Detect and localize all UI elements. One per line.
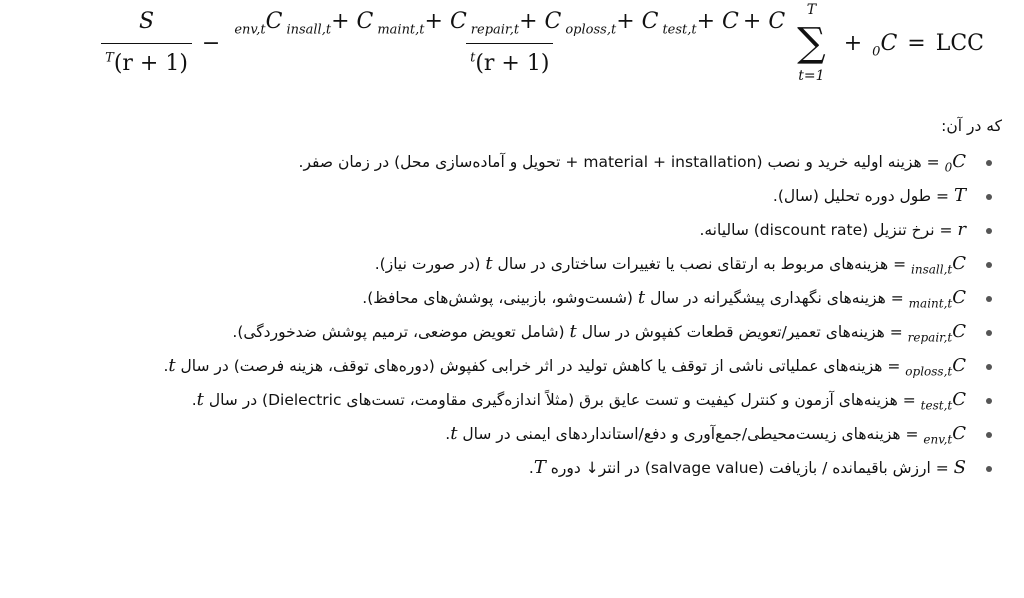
math-variable: t — [450, 423, 458, 444]
subscript: test,t — [920, 398, 953, 413]
symbol: S — [953, 457, 966, 478]
math-symbol — [954, 185, 966, 206]
math-variable: t — [168, 355, 176, 376]
numerator-term — [662, 8, 739, 38]
definition-text: = هزینه‌های نگهداری پیشگیرانه در سال — [645, 289, 909, 307]
symbol: C — [952, 321, 966, 342]
list-item — [17, 315, 966, 349]
salvage-fraction — [101, 8, 192, 78]
symbol: C — [952, 253, 966, 274]
exponent: T — [105, 50, 114, 66]
subscript: 0 — [872, 43, 881, 59]
definition-text: (شامل تعویض موضعی، ترمیم پوشش ضدخوردگی). — [232, 323, 570, 341]
math-symbol — [905, 355, 966, 379]
denominator-text: (r + 1) — [113, 50, 188, 76]
definition-text: . — [191, 391, 197, 409]
numerator-term — [470, 8, 562, 38]
symbol: C — [880, 30, 898, 56]
subscript: maint,t — [908, 296, 953, 311]
definition-text: (در صورت نیاز). — [374, 255, 486, 273]
definition-text: = هزینه‌های تعمیر/تعویض قطعات کفپوش در سال — [576, 323, 908, 341]
symbol: C — [265, 8, 283, 34]
numerator-term — [377, 8, 467, 38]
definition-text: = هزینه‌های عملیاتی ناشی از توقف یا کاهش تولید در اثر خرابی کفپوش (دوره‌های توقف، هزینه فرصت) در سال — [175, 357, 906, 375]
definition-text: . — [163, 357, 169, 375]
sigma-symbol: ∑ — [797, 20, 826, 66]
math-symbol — [923, 423, 966, 447]
symbol: C — [952, 423, 966, 444]
symbol: C — [952, 151, 966, 172]
definition-text: = نرخ تنزیل (discount rate) سالیانه. — [699, 221, 958, 239]
equals-sign: = — [907, 30, 926, 56]
list-item — [17, 281, 966, 315]
subscript: repair,t — [907, 330, 953, 345]
subscript: test,t — [662, 22, 697, 38]
symbol: + C — [696, 8, 739, 34]
symbol: T — [953, 185, 966, 206]
math-symbol — [907, 321, 966, 345]
math-variable: T — [533, 457, 546, 478]
math-variable: t — [196, 389, 204, 410]
subscript: 0 — [944, 160, 953, 175]
math-symbol — [911, 253, 966, 277]
numerator-term — [234, 8, 283, 38]
list-item — [17, 213, 966, 247]
subscript: oploss,t — [565, 22, 617, 38]
plus-sign: + — [843, 30, 863, 56]
math-symbol — [920, 389, 966, 413]
list-item — [17, 145, 966, 179]
definition-text: = هزینه‌های آزمون و کنترل کیفیت و تست عایق برق (مثلاً اندازه‌گیری مقاومت، تست‌های Dielectric) در سال — [203, 391, 921, 409]
definition-list — [17, 145, 1002, 485]
denominator-text: (r + 1) — [475, 50, 550, 76]
definition-text: = هزینه اولیه خرید و نصب (material + installation + تحویل و آماده‌سازی محل) در زمان صفر. — [298, 153, 945, 171]
minus-sign: − — [201, 30, 221, 56]
symbol: C — [952, 287, 966, 308]
symbol: r — [957, 219, 966, 240]
math-symbol — [954, 457, 966, 478]
subscript: oploss,t — [905, 364, 953, 379]
summation — [797, 2, 826, 84]
definition-text: = هزینه‌های مربوط به ارتقای نصب یا تغییرات ساختاری در سال — [492, 255, 912, 273]
numerator-tail: + C — [742, 8, 786, 34]
list-item — [17, 451, 966, 485]
definition-text: . — [528, 459, 534, 477]
lcc-formula — [40, 2, 984, 84]
symbol: + C — [331, 8, 374, 34]
cost-fraction — [230, 8, 789, 78]
definitions — [17, 110, 1002, 485]
math-variable: t — [637, 287, 646, 308]
list-item — [17, 383, 966, 417]
exponent: t — [470, 50, 476, 66]
subscript: env,t — [234, 22, 266, 38]
definition-text: = طول دوره تحلیل (سال). — [772, 187, 954, 205]
list-item — [17, 417, 966, 451]
list-item — [17, 349, 966, 383]
subscript: repair,t — [470, 22, 520, 38]
subscript: insall,t — [286, 22, 332, 38]
fraction-numerator: S — [138, 8, 155, 34]
symbol: + C — [424, 8, 467, 34]
math-symbol — [957, 219, 966, 240]
symbol: C — [952, 355, 966, 376]
math-variable: t — [569, 321, 577, 342]
fraction-denominator — [466, 43, 553, 79]
math-symbol — [908, 287, 966, 311]
definition-text: = هزینه‌های زیست‌محیطی/جمع‌آوری و دفع/استانداردهای ایمنی در سال — [457, 425, 924, 443]
symbol: + C — [519, 8, 562, 34]
fraction-denominator — [101, 43, 192, 79]
symbol: + C — [616, 8, 659, 34]
math-variable: t — [485, 253, 493, 274]
sum-upper-limit: T — [806, 2, 817, 18]
definition-text: = ارزش باقیمانده / بازیافت (salvage value) در انتر↓ دوره — [545, 459, 954, 477]
subscript: env,t — [923, 432, 953, 447]
fraction-numerator — [230, 8, 789, 43]
definition-text: (شست‌وشو، بازبینی، پوشش‌های محافظ). — [362, 289, 638, 307]
where-label: که در آن: — [941, 117, 1002, 135]
math-symbol — [944, 151, 966, 175]
sum-lower-limit: t=1 — [798, 68, 825, 84]
lcc-label: LCC — [935, 30, 984, 56]
numerator-term — [565, 8, 659, 38]
numerator-term — [286, 8, 374, 38]
definition-text: . — [445, 425, 451, 443]
list-item — [17, 247, 966, 281]
symbol: C — [952, 389, 966, 410]
list-item — [17, 179, 966, 213]
initial-cost-term — [872, 30, 898, 59]
subscript: maint,t — [377, 22, 425, 38]
subscript: insall,t — [911, 262, 953, 277]
